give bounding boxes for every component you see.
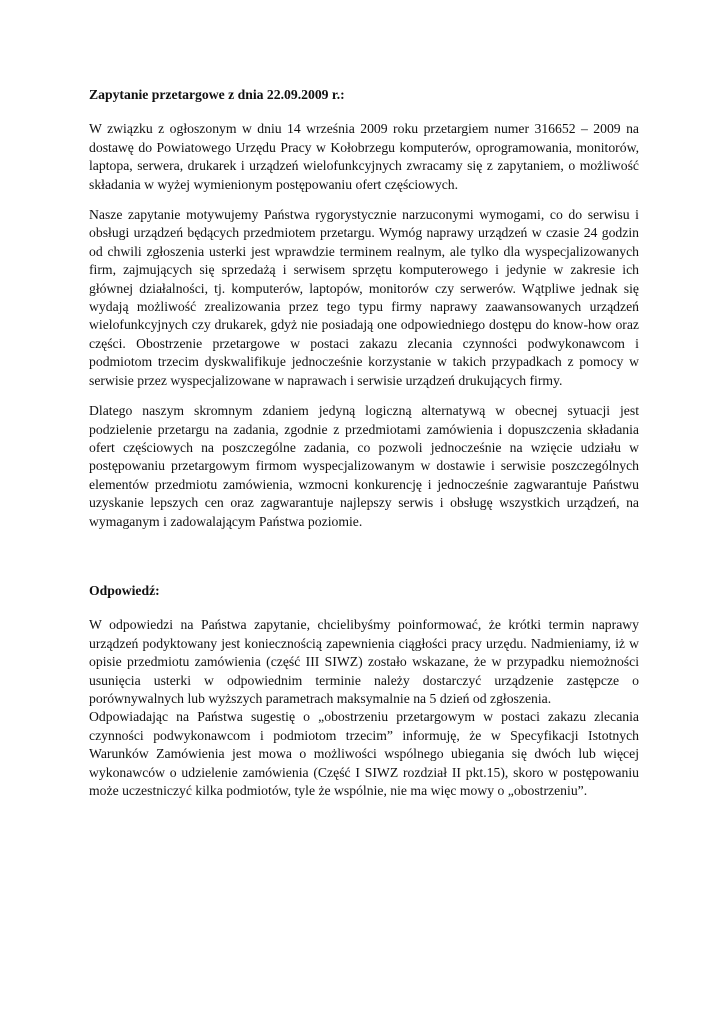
answer-title: Odpowiedź: xyxy=(89,582,160,598)
document-page xyxy=(89,86,639,800)
question-title: Zapytanie przetargowe z dnia 22.09.2009 r.: xyxy=(89,87,345,102)
answer-paragraph-1: W odpowiedzi na Państwa zapytanie, chcielibyśmy poinformować, że krótki termin naprawy urządzeń podyktowany jest koniecznością zapewnienia ciągłości pracy urzędu. Nadmieniamy, iż w opisie przedmiotu zamówienia (część III SIWZ) zostało wskazane, że w przypadku niemożności usunięcia usterki w odpowiednim terminie należy dostarczyć urządzenie zastępcze o porównywalnych lub wyższych parametrach maksymalnie na 5 dzień od zgłoszenia. xyxy=(89,617,639,706)
answer-paragraph-2: Odpowiadając na Państwa sugestię o „obostrzeniu przetargowym w postaci zakazu zlecania czynności podwykonawcom i podmiotom trzecim” informuję, że w Specyfikacji Istotnych Warunków Zamówienia jest mowa o możliwości wspólnego ubiegania się dwóch lub więcej wykonawców o udzielenie zamówienia (Część I SIWZ rozdział II pkt.15), skoro w postępowaniu może uczestniczyć kilka podmiotów, tyle że wspólnie, nie ma więc mowy o „obostrzeniu”. xyxy=(89,709,639,798)
question-paragraph-1: W związku z ogłoszonym w dniu 14 września 2009 roku przetargiem numer 316652 – 2009 na dostawę do Powiatowego Urzędu Pracy w Kołobrzegu komputerów, oprogramowania, monitorów, laptopa, serwera, drukarek i urządzeń wielofunkcyjnych zwracamy się z zapytaniem, o możliwość składania w wyżej wymienionym postępowaniu ofert częściowych. xyxy=(89,121,639,192)
question-paragraph-3: Dlatego naszym skromnym zdaniem jedyną logiczną alternatywą w obecnej sytuacji jest podzielenie przetargu na zadania, zgodnie z przedmiotami zamówienia i dopuszczenia składania ofert częściowych na poszczególne zadania, co pozwoli jednocześnie na wzięcie udziału w postępowaniu przetargowym firmom wyspecjalizowanym w dostawie i serwisie poszczególnych elementów przedmiotu zamówienia, wzmocni konkurencję i jednocześnie zagwarantuje Państwu uzyskanie lepszych cen oraz zagwarantuje najlepszy serwis i obsługę wszystkich urządzeń, na wymaganym i zadowalającym Państwa poziomie. xyxy=(89,403,639,529)
question-paragraph-2: Nasze zapytanie motywujemy Państwa rygorystycznie narzuconymi wymogami, co do serwisu i obsługi urządzeń będących przedmiotem przetargu. Wymóg naprawy urządzeń w czasie 24 godzin od chwili zgłoszenia usterki jest wprawdzie terminem realnym, ale tylko dla wyspecjalizowanych firm, zajmujących się sprzedażą i serwisem sprzętu komputerowego i jedynie w zakresie ich głównej działalności, tj. komputerów, laptopów, monitorów czy serwerów. Wątpliwe jednak się wydają możliwość zrealizowania przez tego typu firmy naprawy zaawansowanych urządzeń wielofunkcyjnych czy drukarek, gdyż nie posiadają one odpowiedniego dostępu do know-how oraz części. Obostrzenie przetargowe w postaci zakazu zlecania czynności podwykonawcom i podmiotom trzecim dyskwalifikuje jednocześnie korzystanie w takich przypadkach z pomocy w serwisie przez wyspecjalizowane w naprawach i serwisie urządzeń drukujących firmy. xyxy=(89,207,639,388)
